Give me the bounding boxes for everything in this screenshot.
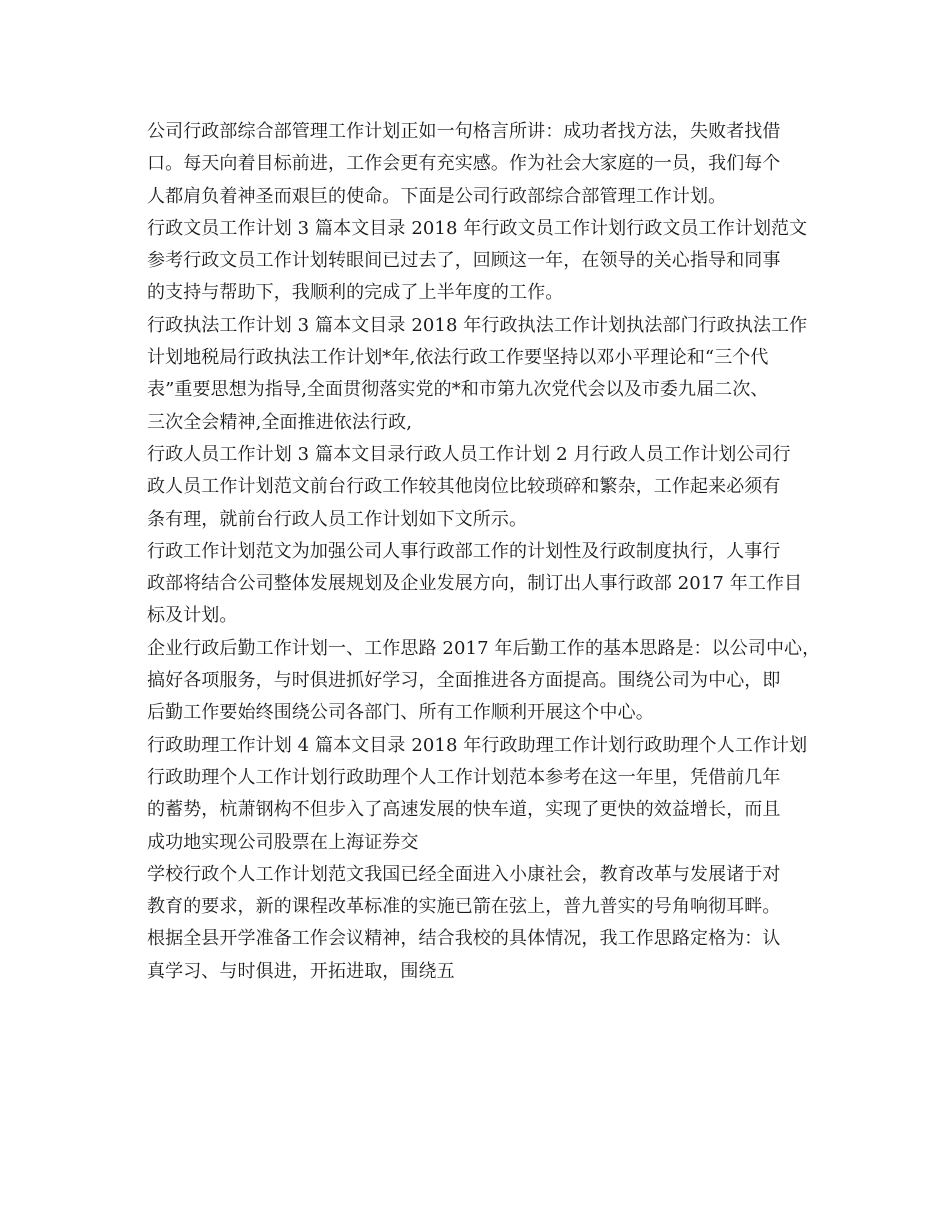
text-line: 行政执法工作计划 3 篇本文目录 2018 年行政执法工作计划执法部门行政执法工作 (147, 314, 808, 336)
text-line: 教育的要求，新的课程改革标准的实施已箭在弦上，普九普实的号角响彻耳畔。 (147, 896, 781, 918)
paragraph-law-enforcement-plan (147, 310, 827, 439)
text-line: 行政人员工作计划 3 篇本文目录行政人员工作计划 2 月行政人员工作计划公司行 (147, 443, 791, 465)
text-line: 根据全县开学准备工作会议精神，结合我校的具体情况，我工作思路定格为：认 (147, 928, 781, 950)
text-line: 行政助理工作计划 4 篇本文目录 2018 年行政助理工作计划行政助理个人工作计划 (147, 734, 808, 756)
paragraph-admin-clerk-plan (147, 213, 827, 310)
paragraph-admin-assistant-plan (147, 730, 827, 859)
text-line: 政人员工作计划范文前台行政工作较其他岗位比较琐碎和繁杂，工作起来必须有 (147, 476, 781, 498)
text-line: 的支持与帮助下，我顺利的完成了上半年度的工作。 (147, 282, 564, 304)
text-line: 企业行政后勤工作计划一、工作思路 2017 年后勤工作的基本思路是：以公司中心， (147, 637, 821, 659)
text-line: 人都肩负着神圣而艰巨的使命。下面是公司行政部综合部管理工作计划。 (147, 185, 727, 207)
text-line: 条有理，就前台行政人员工作计划如下文所示。 (147, 508, 528, 530)
text-line: 表”重要思想为指导,全面贯彻落实党的*和市第九次党代会以及市委九届二次、 (147, 379, 769, 401)
text-line: 后勤工作要始终围绕公司各部门、所有工作顺利开展这个中心。 (147, 702, 654, 724)
paragraph-company-admin-plan (147, 116, 827, 213)
text-line: 学校行政个人工作计划范文我国已经全面进入小康社会，教育改革与发展诸于对 (147, 863, 781, 885)
text-line: 标及计划。 (147, 605, 238, 627)
text-line: 的蓄势，杭萧钢构不但步入了高速发展的快车道，实现了更快的效益增长，而且 (147, 799, 781, 821)
text-line: 计划地税局行政执法工作计划*年,依法行政工作要坚持以邓小平理论和“三个代 (147, 347, 769, 369)
text-line: 公司行政部综合部管理工作计划正如一句格言所讲：成功者找方法，失败者找借 (147, 121, 781, 142)
text-line: 真学习、与时俱进，开拓进取，围绕五 (147, 960, 455, 982)
text-line: 行政助理个人工作计划行政助理个人工作计划范本参考在这一年里，凭借前几年 (147, 766, 781, 788)
text-line: 三次全会精神,全面推进依法行政, (147, 411, 413, 433)
paragraph-admin-staff-plan (147, 439, 827, 536)
text-line: 行政工作计划范文为加强公司人事行政部工作的计划性及行政制度执行，人事行 (147, 540, 781, 562)
paragraph-school-admin-plan (147, 859, 827, 988)
text-line: 口。每天向着目标前进，工作会更有充实感。作为社会大家庭的一员，我们每个 (147, 153, 781, 175)
text-line: 行政文员工作计划 3 篇本文目录 2018 年行政文员工作计划行政文员工作计划范文 (147, 217, 808, 239)
text-line: 参考行政文员工作计划转眼间已过去了，回顾这一年，在领导的关心指导和同事 (147, 250, 781, 272)
document-body (147, 116, 827, 988)
text-line: 政部将结合公司整体发展规划及企业发展方向，制订出人事行政部 2017 年工作目 (147, 573, 803, 595)
paragraph-logistics-plan (147, 633, 827, 730)
text-line: 成功地实现公司股票在上海证券交 (147, 831, 419, 853)
paragraph-admin-work-plan (147, 536, 827, 633)
text-line: 搞好各项服务，与时俱进抓好学习，全面推进各方面提高。围绕公司为中心，即 (147, 670, 781, 692)
